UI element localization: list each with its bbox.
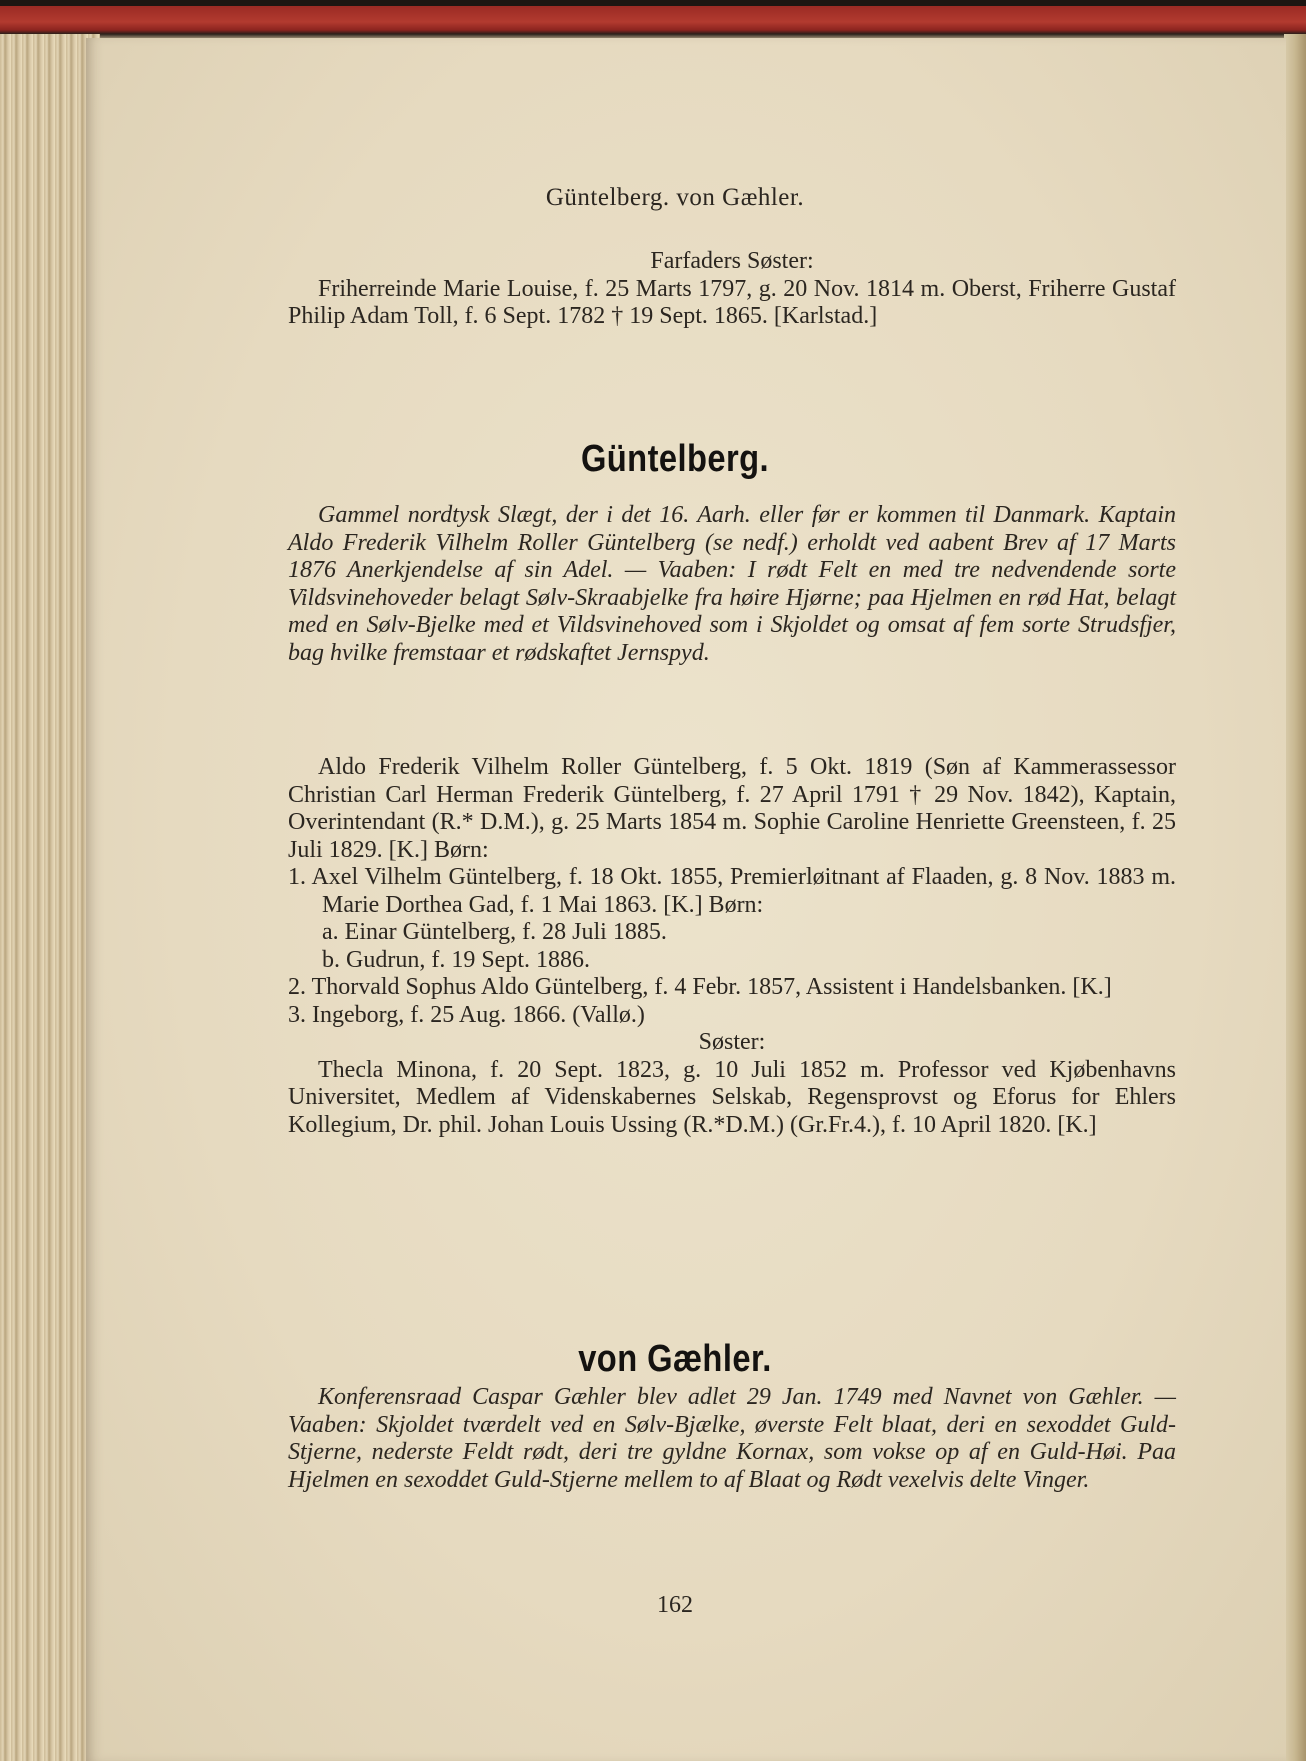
page-number: 162 (657, 1592, 693, 1618)
grandchild-entry-b: b. Gudrun, f. 19 Sept. 1886. (322, 946, 590, 973)
von-gaehler-intro (288, 1384, 1176, 1494)
page-edge-right (1284, 34, 1306, 1761)
sister-label: Søster: (698, 1029, 766, 1055)
farfader-label: Farfaders Søster: (650, 248, 814, 274)
sister-text: Thecla Minona, f. 20 Sept. 1823, g. 10 Juli 1852 m. Professor ved Kjøbenhavns Universitet, Medlem af Videnskabernes Selskab, Regensprovst og Eforus for Ehlers Kollegium, Dr. phil. Johan Louis Ussing (R.*D.M.) (Gr.Fr.4.), f. 10 April 1820. [K.] (288, 1056, 1176, 1138)
farfader-text: Friherreinde Marie Louise, f. 25 Marts 1797, g. 20 Nov. 1814 m. Oberst, Friherre Gustaf Philip Adam Toll, f. 6 Sept. 1782 † 19 Sept. 1865. [Karlstad.] (288, 275, 1176, 329)
child-entry-1: 1. Axel Vilhelm Güntelberg, f. 18 Okt. 1855, Premierløitnant af Flaaden, g. 8 Nov. 1883 m. Marie Dorthea Gad, f. 1 Mai 1863. [K.] Børn: (288, 864, 1176, 918)
guentelberg-intro-text: Gammel nordtysk Slægt, der i det 16. Aarh. eller før er kommen til Danmark. Kaptain Aldo Frederik Vilhelm Roller Güntelberg (se nedf.) erholdt ved aabent Brev af 17 Marts 1876 Anerkjendelse af sin Adel. — Vaaben: I rødt Felt en med tre nedvendende sorte Vildsvinehoveder belagt Sølv-Skraabjelke fra høire Hjørne; paa Hjelmen en rød Hat, belagt med en Sølv-Bjelke med et Vildsvinehoved som i Skjoldet og omsat af fem sorte Strudsfjer, bag hvilke fremstaar et rødskaftet Jernspyd. (288, 502, 1176, 666)
von-gaehler-heading: von Gæhler. (578, 1338, 772, 1380)
child-entry-3: 3. Ingeborg, f. 25 Aug. 1866. (Vallø.) (288, 1001, 645, 1028)
von-gaehler-intro-text: Konferensraad Caspar Gæhler blev adlet 29 Jan. 1749 med Navnet von Gæhler. — Vaaben: Skjoldet tværdelt ved en Sølv-Bjælke, øverste Felt blaat, deri en sexoddet Guld-Stjerne, nederste Feldt rødt, deri tre gyldne Kornax, som vokse op af en Guld-Høi. Paa Hjelmen en sexoddet Guld-Stjerne mellem to af Blaat og Rødt vexelvis delte Vinger. (288, 1384, 1176, 1493)
child-entry-2: 2. Thorvald Sophus Aldo Güntelberg, f. 4 Febr. 1857, Assistent i Handelsbanken. [K.] (288, 974, 1112, 1000)
guentelberg-intro (288, 502, 1176, 667)
grandchild-entry-a: a. Einar Güntelberg, f. 28 Juli 1885. (322, 919, 667, 945)
main-entry: Aldo Frederik Vilhelm Roller Güntelberg, f. 5 Okt. 1819 (Søn af Kammerassessor Christian Carl Herman Frederik Güntelberg, f. 27 April 1791 † 29 Nov. 1842), Kaptain, Overintendant (R.* D.M.), g. 25 Marts 1854 m. Sophie Caroline Henriette Greensteen, f. 25 Juli 1829. [K.] Børn: (288, 754, 1176, 863)
guentelberg-genealogy (288, 754, 1176, 1139)
farfader-section (288, 248, 1176, 331)
running-head: Güntelberg. von Gæhler. (545, 184, 805, 211)
page-edges-left (0, 34, 100, 1761)
guentelberg-heading: Güntelberg. (580, 438, 770, 480)
